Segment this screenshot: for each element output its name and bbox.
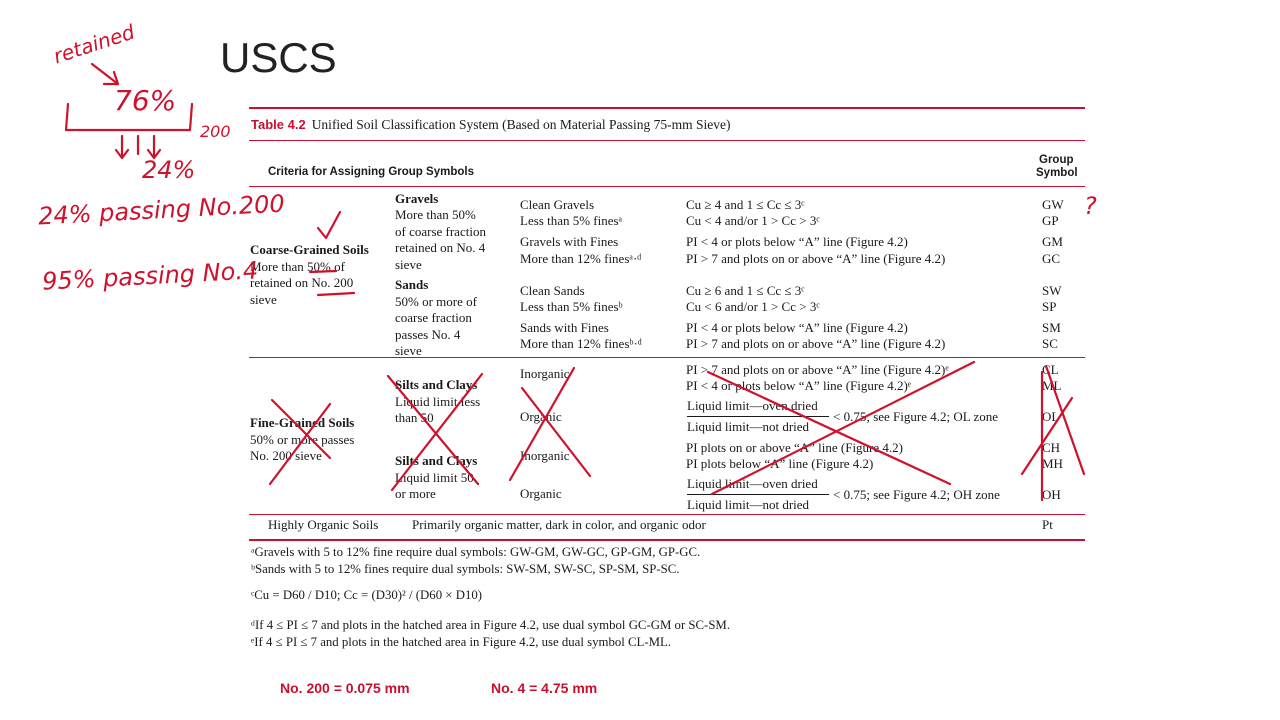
table-caption: [251, 117, 731, 133]
table-row-sym: GM: [1042, 234, 1063, 249]
table-row-sub: Clean Gravels: [520, 197, 595, 212]
table-row-sym: GP: [1042, 213, 1059, 228]
table-row-crit: Cu < 6 and/or 1 > Cc > 3ᶜ: [686, 299, 820, 314]
inorganic-low: Inorganic: [520, 366, 570, 381]
table-top-rule: [249, 107, 1085, 109]
table-row-crit: PI < 4 or plots below “A” line (Figure 4.2): [686, 234, 908, 249]
header-criteria: Criteria for Assigning Group Symbols: [268, 166, 474, 178]
sands-l1: 50% or more of: [395, 294, 477, 309]
crit-cl: PI > 7 and plots on or above “A” line (Figure 4.2)ᵉ: [686, 362, 949, 377]
crit-mh: PI plots below “A” line (Figure 4.2): [686, 456, 874, 471]
table-row-sub: Sands with Fines: [520, 320, 609, 335]
table-number: Table 4.2: [251, 117, 306, 132]
gravels-l3: retained on No. 4: [395, 240, 486, 255]
fine-line2: No. 200 sieve: [250, 448, 322, 463]
table-row-crit: PI > 7 and plots on or above “A” line (Figure 4.2): [686, 251, 946, 266]
sym-pt: Pt: [1042, 517, 1053, 532]
retained-arrow: [92, 64, 118, 84]
hw-question-mark: ?: [1084, 192, 1097, 220]
crit-ch: PI plots on or above “A” line (Figure 4.2): [686, 440, 903, 455]
hw-passing4: 95% passing No.4: [41, 256, 259, 296]
coarse-fine-rule: [249, 357, 1085, 358]
note-no200: No. 200 = 0.075 mm: [280, 680, 410, 696]
inorganic-high: Inorganic: [520, 448, 570, 463]
table-row-sym: SM: [1042, 320, 1061, 335]
coarse-line2: retained on No. 200: [250, 275, 354, 290]
silts1-l2: than 50: [395, 410, 434, 425]
table-row-crit: PI < 4 or plots below “A” line (Figure 4.2): [686, 320, 908, 335]
sym-oh: OH: [1042, 487, 1061, 502]
oh-fraction: [687, 476, 829, 513]
header-symbol: Symbol: [1036, 167, 1078, 179]
frac-numerator: Liquid limit—oven dried: [687, 476, 818, 491]
header-group: Group: [1039, 154, 1074, 166]
sym-ol: OL: [1042, 409, 1060, 424]
footnote-c: ᶜCu = D60 / D10; Cc = (D30)² / (D60 × D10): [251, 588, 483, 602]
fine-line1: 50% or more passes: [250, 432, 355, 447]
ol-fraction: [687, 398, 829, 435]
highly-organic-desc: Primarily organic matter, dark in color, and organic odor: [412, 517, 706, 532]
sym-cl: CL: [1042, 362, 1059, 377]
gravels-l2: of coarse fraction: [395, 224, 486, 239]
hw-200: 200: [200, 122, 231, 141]
table-row-crit: PI > 7 and plots on or above “A” line (Figure 4.2): [686, 336, 946, 351]
fraction-bar: [687, 416, 829, 417]
underline-no200: [318, 293, 354, 295]
hw-24: 24%: [142, 156, 196, 184]
footnote-b: ᵇSands with 5 to 12% fines require dual symbols: SW-SM, SW-SC, SP-SM, SP-SC.: [251, 562, 680, 576]
highly-organic-label: Highly Organic Soils: [268, 517, 379, 532]
checkmark: [318, 212, 340, 238]
page-title: USCS: [220, 34, 337, 81]
table-row-sym: SW: [1042, 283, 1062, 298]
footnote-e: ᵉIf 4 ≤ PI ≤ 7 and plots in the hatched area in Figure 4.2, use dual symbol CL-ML.: [251, 635, 671, 649]
coarse-line3: sieve: [250, 292, 277, 307]
crit-ml: PI < 4 or plots below “A” line (Figure 4.2)ᵉ: [686, 378, 912, 393]
table-row-crit: Cu < 4 and/or 1 > Cc > 3ᶜ: [686, 213, 820, 228]
table-bottom-rule: [249, 539, 1085, 541]
fine-title: Fine-Grained Soils: [250, 415, 355, 430]
silts2-l1: Liquid limit 50: [395, 470, 474, 485]
fine-highly-rule: [249, 514, 1085, 515]
table-row-sym: SP: [1042, 299, 1057, 314]
table-row-sub: Clean Sands: [520, 283, 585, 298]
silts2-l2: or more: [395, 486, 436, 501]
gravels-l4: sieve: [395, 257, 422, 272]
sym-ml: ML: [1042, 378, 1062, 393]
sands-l2: coarse fraction: [395, 310, 472, 325]
frac-numerator: Liquid limit—oven dried: [687, 398, 818, 413]
caption-rule: [249, 140, 1085, 141]
hw-76: 76%: [114, 84, 177, 117]
table-row-sym: GW: [1042, 197, 1064, 212]
silts1-title: Silts and Clays: [395, 377, 478, 392]
gravels-l1: More than 50%: [395, 207, 476, 222]
down-arrow-1: [116, 136, 128, 158]
footnote-d: ᵈIf 4 ≤ PI ≤ 7 and plots in the hatched area in Figure 4.2, use dual symbol GC-GM or SC-SM.: [251, 618, 731, 632]
hw-retained: retained: [50, 19, 138, 69]
sands-l3: passes No. 4: [395, 327, 461, 342]
sym-mh: MH: [1042, 456, 1063, 471]
header-rule: [249, 186, 1085, 187]
sym-ch: CH: [1042, 440, 1061, 455]
table-row-crit: Cu ≥ 6 and 1 ≤ Cc ≤ 3ᶜ: [686, 283, 805, 298]
note-no4: No. 4 = 4.75 mm: [491, 680, 598, 696]
table-row-sub: Less than 5% finesᵇ: [520, 299, 623, 314]
coarse-line1: More than 50% of: [250, 259, 345, 274]
coarse-title: Coarse-Grained Soils: [250, 242, 369, 257]
frac-denominator: Liquid limit—not dried: [687, 497, 810, 512]
silts2-title: Silts and Clays: [395, 453, 478, 468]
table-row-sub: More than 12% finesᵇ·ᵈ: [520, 336, 642, 351]
silts1-l1: Liquid limit less: [395, 394, 481, 409]
table-row-sym: GC: [1042, 251, 1061, 266]
fraction-bar: [687, 494, 829, 495]
table-row-sub: Gravels with Fines: [520, 234, 619, 249]
table-caption-text: Unified Soil Classification System (Based on Material Passing 75-mm Sieve): [311, 117, 731, 132]
oh-tail: < 0.75; see Figure 4.2; OH zone: [833, 487, 1000, 502]
sands-l4: sieve: [395, 343, 422, 358]
ol-tail: < 0.75; see Figure 4.2; OL zone: [833, 409, 998, 424]
organic-high: Organic: [520, 486, 562, 501]
down-arrow-3: [148, 136, 160, 158]
table-row-crit: Cu ≥ 4 and 1 ≤ Cc ≤ 3ᶜ: [686, 197, 805, 212]
hw-passing200: 24% passing No.200: [37, 189, 286, 231]
table-row-sym: SC: [1042, 336, 1058, 351]
frac-denominator: Liquid limit—not dried: [687, 419, 810, 434]
footnote-a: ᵃGravels with 5 to 12% fine require dual symbols: GW-GM, GW-GC, GP-GM, GP-GC.: [251, 545, 701, 559]
sands-title: Sands: [395, 277, 429, 292]
gravels-title: Gravels: [395, 191, 439, 206]
table-row-sub: More than 12% finesᵃ·ᵈ: [520, 251, 642, 266]
retained-arrow-head: [104, 72, 118, 84]
table-row-sub: Less than 5% finesᵃ: [520, 213, 623, 228]
organic-low: Organic: [520, 409, 562, 424]
